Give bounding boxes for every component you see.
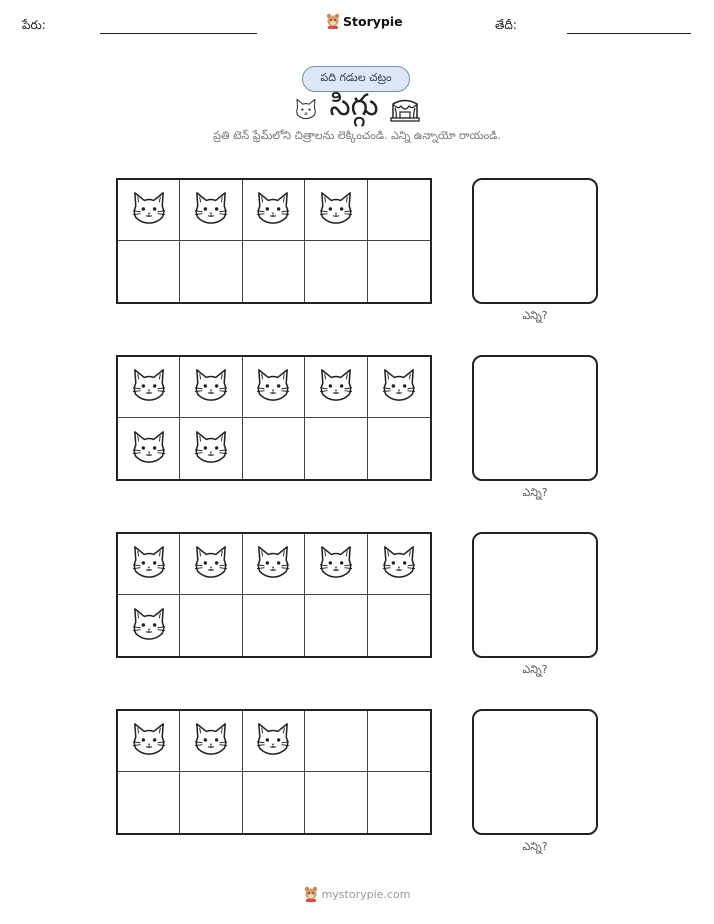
cat-face-icon	[192, 368, 230, 406]
cat-face-icon	[130, 430, 168, 468]
frame-cell	[180, 180, 242, 241]
cat-face-icon	[192, 191, 230, 229]
cat-face-icon	[192, 430, 230, 468]
frame-cell	[118, 241, 180, 302]
ten-frame-2	[116, 355, 432, 481]
cat-face-icon	[130, 191, 168, 229]
ten-frame-1	[116, 178, 432, 304]
cat-face-icon	[380, 545, 418, 583]
cat-face-icon	[254, 191, 292, 229]
frame-cell	[243, 418, 305, 479]
cat-face-icon	[130, 722, 168, 760]
frame-cell	[305, 180, 367, 241]
stage-icon	[390, 96, 420, 122]
brand-logo	[326, 13, 403, 29]
cat-face-icon	[192, 722, 230, 760]
cat-face-icon	[380, 368, 418, 406]
frame-cell	[180, 534, 242, 595]
cat-face-icon	[130, 545, 168, 583]
frame-cell	[118, 772, 180, 833]
frame-cell	[180, 772, 242, 833]
ten-frame-3	[116, 532, 432, 658]
frame-cell	[118, 180, 180, 241]
cat-face-icon	[254, 722, 292, 760]
how-many-label-3: ఎన్ని?	[522, 663, 548, 676]
cat-icon	[294, 98, 318, 120]
frame-cell	[118, 357, 180, 418]
frame-cell	[243, 711, 305, 772]
title-row	[0, 88, 714, 130]
frame-cell	[243, 534, 305, 595]
cat-face-icon	[130, 368, 168, 406]
frame-cell	[118, 534, 180, 595]
brand-name: Storypie	[343, 13, 403, 29]
frame-cell	[180, 711, 242, 772]
answer-box-3[interactable]	[472, 532, 598, 658]
frame-cell	[243, 595, 305, 656]
frame-cell	[305, 534, 367, 595]
frame-cell	[118, 711, 180, 772]
cat-face-icon	[317, 368, 355, 406]
frame-cell	[305, 241, 367, 302]
frame-cell	[368, 241, 430, 302]
how-many-label-4: ఎన్ని?	[522, 840, 548, 853]
name-label: పేరు:	[22, 18, 46, 32]
frame-cell	[305, 772, 367, 833]
footer-url[interactable]: mystorypie.com	[321, 887, 411, 901]
date-label: తేదీ:	[495, 18, 517, 32]
frame-cell	[368, 357, 430, 418]
how-many-label-1: ఎన్ని?	[522, 309, 548, 322]
answer-box-1[interactable]	[472, 178, 598, 304]
frame-cell	[305, 595, 367, 656]
frame-cell	[180, 357, 242, 418]
frame-cell	[305, 711, 367, 772]
frame-cell	[180, 418, 242, 479]
cat-face-icon	[254, 545, 292, 583]
frame-cell	[368, 772, 430, 833]
frame-cell	[368, 534, 430, 595]
name-line[interactable]	[100, 33, 257, 34]
how-many-label-2: ఎన్ని?	[522, 486, 548, 499]
cat-face-icon	[317, 545, 355, 583]
bear-icon	[326, 13, 340, 29]
frame-cell	[118, 418, 180, 479]
frame-cell	[243, 180, 305, 241]
cat-face-icon	[254, 368, 292, 406]
instruction-text: ప్రతి టెన్ ఫ్రేమ్‌లోని చిత్రాలను లెక్కించండి. ఎన్ని ఉన్నాయో రాయండి.	[213, 129, 501, 142]
cat-face-icon	[317, 191, 355, 229]
date-line[interactable]	[567, 33, 691, 34]
worksheet-type-badge: పది గడుల చట్రం	[302, 66, 410, 92]
cat-face-icon	[130, 607, 168, 645]
ten-frame-4	[116, 709, 432, 835]
frame-cell	[243, 357, 305, 418]
frame-cell	[368, 711, 430, 772]
cat-face-icon	[192, 545, 230, 583]
frame-cell	[368, 595, 430, 656]
frame-cell	[305, 357, 367, 418]
bear-icon	[304, 886, 318, 902]
frame-cell	[243, 772, 305, 833]
frame-cell	[180, 241, 242, 302]
frame-cell	[180, 595, 242, 656]
footer	[0, 886, 714, 902]
page-title: సిగ్గు	[329, 88, 379, 123]
frame-cell	[368, 418, 430, 479]
answer-box-4[interactable]	[472, 709, 598, 835]
frame-cell	[368, 180, 430, 241]
frame-cell	[305, 418, 367, 479]
answer-box-2[interactable]	[472, 355, 598, 481]
frame-cell	[243, 241, 305, 302]
frame-cell	[118, 595, 180, 656]
